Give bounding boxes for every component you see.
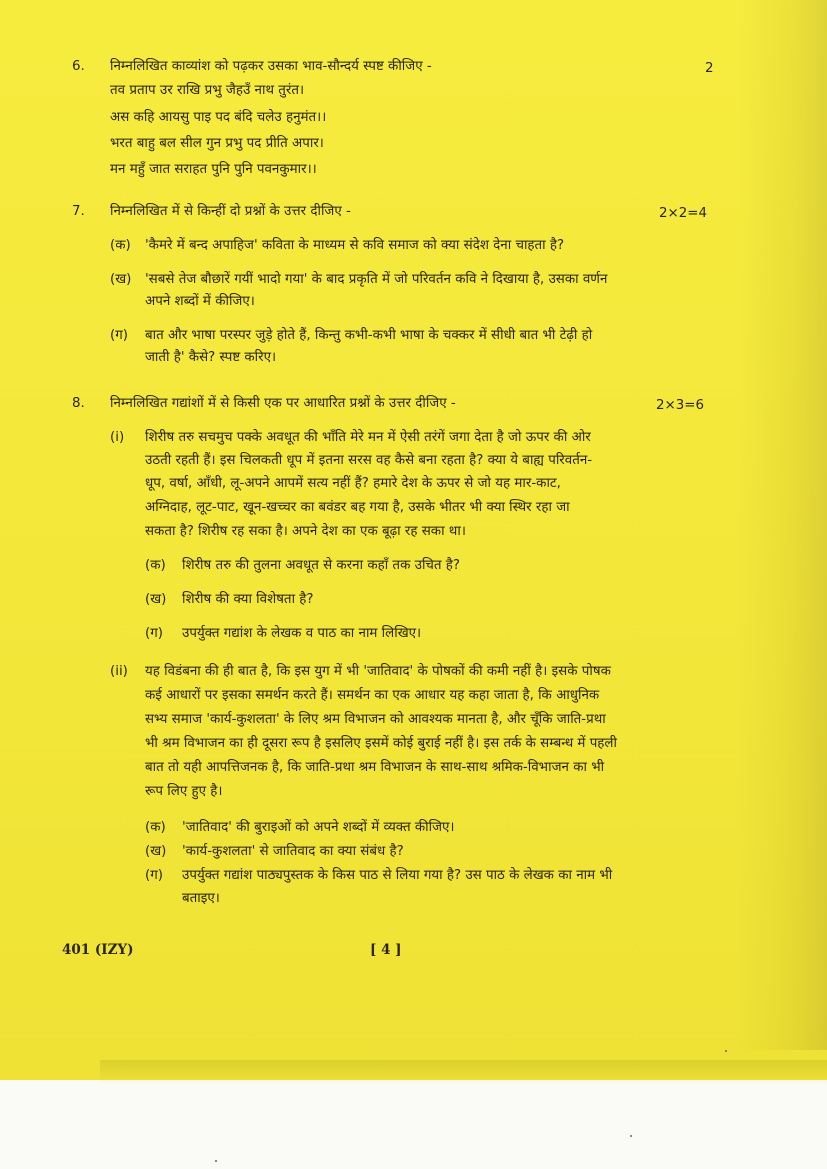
- passage-question-label: (क): [145, 558, 166, 573]
- passage-label: (ii): [110, 664, 128, 679]
- q6-number: 6.: [72, 59, 85, 74]
- passage-question-label: (ग): [145, 626, 163, 641]
- passage-question-label: (ख): [145, 592, 167, 607]
- passage-line: बात तो यही आपत्तिजनक है, कि जाति-प्रथा श्रम विभाजन के साथ-साथ श्रमिक-विभाजन का भी: [145, 760, 605, 775]
- q7-question-text: निम्नलिखित में से किन्हीं दो प्रश्नों के उत्तर दीजिए -: [110, 204, 351, 219]
- q8-marks: 2×3=6: [656, 398, 704, 413]
- passage-question-text: 'जातिवाद' की बुराइओं को अपने शब्दों में व्यक्त कीजिए।: [182, 820, 455, 835]
- passage-question-text: शिरीष की क्या विशेषता है?: [182, 592, 314, 607]
- q7-marks: 2×2=4: [659, 206, 707, 221]
- passage-question-text: उपर्युक्त गद्यांश के लेखक व पाठ का नाम लिखिए।: [182, 626, 422, 641]
- q6-verse-line: तव प्रताप उर राखि प्रभु जैहउँ नाथ तुरंत।: [110, 83, 305, 98]
- q7-item-label: (ख): [110, 272, 132, 287]
- paper-code: 401 (IZY): [62, 942, 134, 958]
- passage-question-label: (ख): [145, 844, 167, 859]
- passage-question-text: शिरीष तरु की तुलना अवधूत से करना कहाँ तक उचित है?: [182, 558, 461, 573]
- passage-label: (i): [110, 430, 125, 445]
- scan-speck: [215, 1160, 217, 1162]
- q8-question-text: निम्नलिखित गद्यांशों में से किसी एक पर आधारित प्रश्नों के उत्तर दीजिए -: [110, 396, 456, 411]
- scan-speck: [725, 1050, 727, 1052]
- q7-number: 7.: [72, 204, 85, 219]
- passage-question-text: बताइए।: [182, 891, 220, 906]
- passage-line: अग्निदाह, लूट-पाट, खून-खच्चर का बवंडर बह गया है, उसके भीतर भी क्या स्थिर रहा जा: [145, 500, 570, 515]
- passage-line: कई आधारों पर इसका समर्थन करते हैं। समर्थन का एक आधार यह कहा जाता है, कि आधुनिक: [145, 688, 600, 703]
- paper-fold-shadow: [737, 0, 827, 1050]
- q8-number: 8.: [72, 396, 85, 411]
- passage-line: शिरीष तरु सचमुच पक्के अवधूत की भाँति मेरे मन में ऐसी तरंगें जगा देता है जो ऊपर की ओर: [145, 430, 591, 445]
- scan-speck: [630, 1135, 632, 1137]
- passage-question-text: उपर्युक्त गद्यांश पाठ्यपुस्तक के किस पाठ से लिया गया है? उस पाठ के लेखक का नाम भी: [182, 868, 613, 883]
- passage-line: यह विडंबना की ही बात है, कि इस युग में भी 'जातिवाद' के पोषकों की कमी नहीं है। इसके पोषक: [145, 664, 611, 679]
- q7-item-label: (ग): [110, 328, 128, 343]
- q6-verse-line: अस कहि आयसु पाइ पद बंदि चलेउ हनुमंत।।: [110, 110, 327, 125]
- passage-line: रूप लिए हुए है।: [145, 784, 223, 799]
- passage-line: भी श्रम विभाजन का ही दूसरा रूप है इसलिए इसमें कोई बुराई नहीं है। इस तर्क के सम्बन्ध में पहली: [145, 736, 617, 751]
- q6-verse-line: मन महुँ जात सराहत पुनि पुनि पवनकुमार।।: [110, 162, 317, 177]
- passage-question-label: (ग): [145, 868, 163, 883]
- q6-marks: 2: [705, 61, 714, 76]
- passage-line: सकता है? शिरीष रह सका है। अपने देश का एक बूढ़ा रह सका था।: [145, 524, 466, 539]
- passage-question-text: 'कार्य-कुशलता' से जातिवाद का क्या संबंध है?: [182, 844, 404, 859]
- passage-line: उठती रहती हैं। इस चिलकती धूप में इतना सरस वह कैसे बना रहता है? क्या ये बाह्य परिवर्तन-: [145, 453, 593, 468]
- page-number: [ 4 ]: [370, 942, 402, 958]
- q6-question-text: निम्नलिखित काव्यांश को पढ़कर उसका भाव-सौन्दर्य स्पष्ट कीजिए -: [110, 59, 432, 74]
- q7-item-text: 'कैमरे में बन्द अपाहिज' कविता के माध्यम से कवि समाज को क्या संदेश देना चाहता है?: [145, 238, 565, 253]
- q7-item-text: जाती है' कैसे? स्पष्ट करिए।: [145, 350, 277, 365]
- q6-verse-line: भरत बाहु बल सील गुन प्रभु पद प्रीति अपार।: [110, 136, 324, 151]
- passage-line: सभ्य समाज 'कार्य-कुशलता' के लिए श्रम विभाजन को आवश्यक मानता है, और चूँकि जाति-प्रथा: [145, 712, 606, 727]
- passage-line: धूप, वर्षा, आँधी, लू-अपने आपमें सत्य नहीं हैं? हमारे देश के ऊपर से जो यह मार-काट,: [145, 476, 561, 491]
- q7-item-text: अपने शब्दों में कीजिए।: [145, 294, 255, 309]
- q7-item-label: (क): [110, 238, 131, 253]
- q7-item-text: बात और भाषा परस्पर जुड़े होते हैं, किन्तु कभी-कभी भाषा के चक्कर में सीधी बात भी टेढ़ी हो: [145, 328, 593, 343]
- passage-question-label: (क): [145, 820, 166, 835]
- paper-bottom-shadow: [100, 1060, 827, 1084]
- q7-item-text: 'सबसे तेज बौछारें गयीं भादो गया' के बाद प्रकृति में जो परिवर्तन कवि ने दिखाया है, उसका वर्णन: [145, 272, 608, 287]
